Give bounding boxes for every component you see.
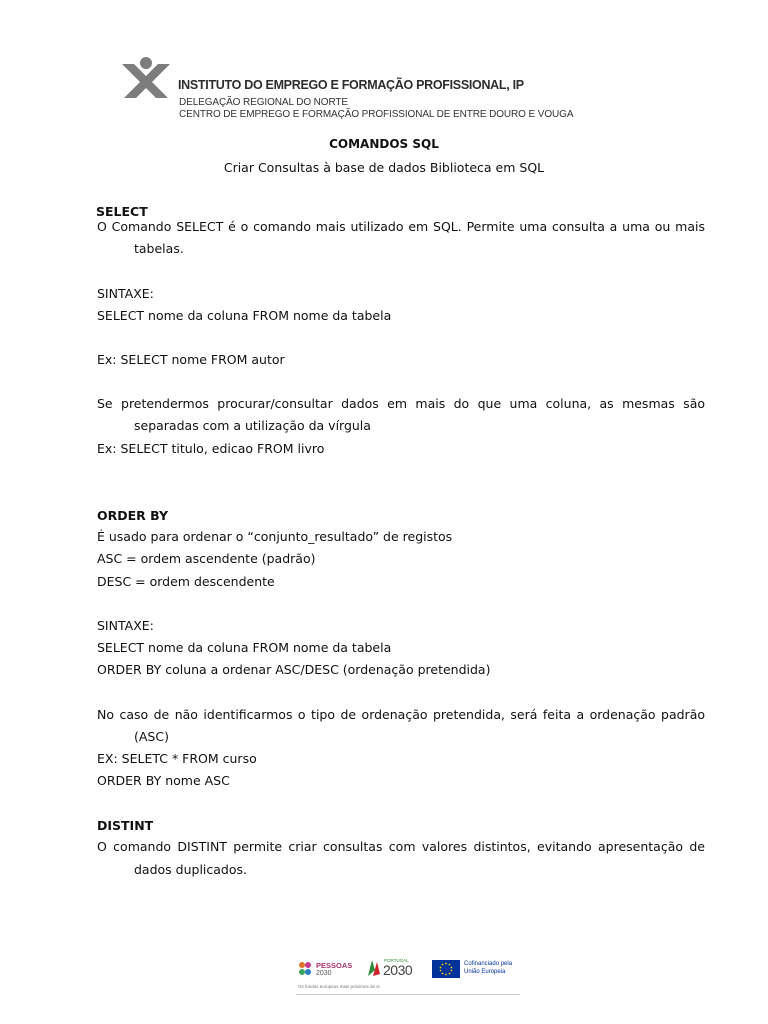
distint-heading: DISTINT xyxy=(97,818,154,833)
orderby-syntax2: ORDER BY coluna a ordenar ASC/DESC (ordenação pretendida) xyxy=(97,662,491,677)
select-paragraph2-line2: separadas com a utilização da vírgula xyxy=(134,418,371,433)
eu-cofinance-line2: União Europeia xyxy=(464,969,506,975)
orderby-syntax-label: SINTAXE: xyxy=(97,618,154,633)
eu-cofinance-line1: Cofinanciado pela xyxy=(464,961,513,967)
orderby-example1: EX: SELETC * FROM curso xyxy=(97,751,257,766)
distint-paragraph-line1: O comando DISTINT permite criar consultas com valores distintos, evitando apresentação de xyxy=(97,839,705,854)
orderby-example2: ORDER BY nome ASC xyxy=(97,773,230,788)
pessoas-logo-icon xyxy=(296,960,314,978)
orderby-line3: DESC = ordem descendente xyxy=(97,574,275,589)
eu-flag-icon xyxy=(432,960,460,978)
orderby-heading: ORDER BY xyxy=(97,508,169,523)
distint-paragraph-line2: dados duplicados. xyxy=(134,862,248,877)
iefp-logo-icon xyxy=(120,56,172,100)
select-heading: SELECT xyxy=(96,204,148,219)
footer-divider xyxy=(296,994,520,995)
institution-delegation: DELEGAÇÃO REGIONAL DO NORTE xyxy=(179,97,349,108)
funding-logos xyxy=(292,952,520,996)
portugal-year: 2030 xyxy=(383,962,413,978)
institution-name: INSTITUTO DO EMPREGO E FORMAÇÃO PROFISSIONAL, IP xyxy=(178,78,524,92)
pessoas-label: PESSOAS xyxy=(316,961,353,970)
orderby-paragraph-line1: No caso de não identificarmos o tipo de ordenação pretendida, será feita a ordenação padrão xyxy=(97,707,705,722)
orderby-syntax1: SELECT nome da coluna FROM nome da tabela xyxy=(97,640,392,655)
footer-tagline: Os fundos europeus mais próximos de si. xyxy=(298,984,381,989)
orderby-line2: ASC = ordem ascendente (padrão) xyxy=(97,551,316,566)
select-syntax-label: SINTAXE: xyxy=(97,286,154,301)
orderby-line1: É usado para ordenar o “conjunto_resultado” de registos xyxy=(97,529,453,544)
select-example2: Ex: SELECT titulo, edicao FROM livro xyxy=(97,441,325,456)
select-paragraph-line1: O Comando SELECT é o comando mais utilizado em SQL. Permite uma consulta a uma ou mais xyxy=(97,219,705,234)
select-paragraph-line2: tabelas. xyxy=(134,241,184,256)
institution-centre: CENTRO DE EMPREGO E FORMAÇÃO PROFISSIONAL DE ENTRE DOURO E VOUGA xyxy=(179,109,574,120)
select-paragraph2-line1: Se pretendermos procurar/consultar dados em mais do que uma coluna, as mesmas são xyxy=(97,396,705,411)
portugal-label: PORTUGAL xyxy=(384,958,409,963)
select-syntax: SELECT nome da coluna FROM nome da tabela xyxy=(97,308,392,323)
select-example: Ex: SELECT nome FROM autor xyxy=(97,352,285,367)
portugal-logo-icon xyxy=(366,958,382,978)
page-subtitle: Criar Consultas à base de dados Biblioteca em SQL xyxy=(223,160,545,175)
orderby-paragraph-line2: (ASC) xyxy=(134,729,169,744)
page-title: COMANDOS SQL xyxy=(329,137,439,151)
pessoas-year: 2030 xyxy=(316,970,332,977)
